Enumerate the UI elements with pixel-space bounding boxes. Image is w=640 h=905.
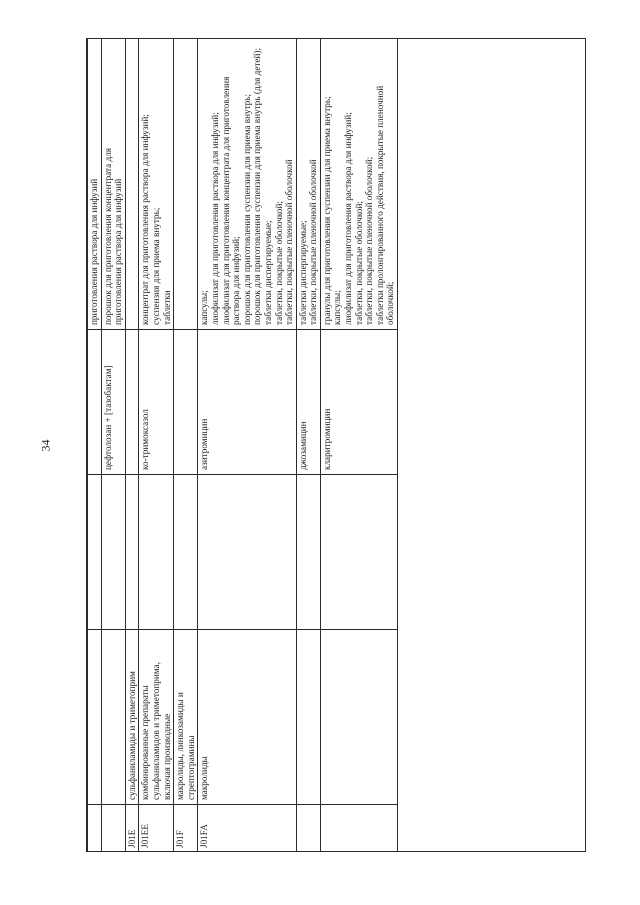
inn-cell — [174, 330, 198, 475]
group-spacer-cell — [174, 475, 198, 630]
dosage-form-line: таблетки диспергируемые; — [262, 220, 273, 325]
drug-list-table-rotated — [87, 39, 586, 852]
table-row — [198, 39, 296, 853]
dosage-forms-cell — [139, 39, 174, 330]
group-spacer-cell — [320, 475, 397, 630]
dosage-forms-cell — [125, 39, 139, 330]
group-spacer-cell — [101, 475, 125, 630]
dosage-form-line: порошок для приготовления концентрата для — [102, 147, 113, 325]
table-row — [320, 39, 397, 853]
dosage-form-line: суспензия для приема внутрь; — [150, 207, 161, 325]
group-spacer-cell — [198, 475, 296, 630]
group-name-cell — [296, 630, 320, 805]
group-name-cell: макролиды, линкозамиды и стрептограмины — [174, 630, 198, 805]
table-row — [88, 39, 102, 853]
dosage-form-line: порошок для приготовления суспензии для приема внутрь; — [241, 93, 252, 325]
atc-code-cell: J01E — [125, 805, 139, 853]
group-name-cell: комбинированные препараты сульфаниламидов и триметоприма, включая производные — [139, 630, 174, 805]
dosage-form-line: приготовления раствора для инфузий — [113, 178, 124, 325]
atc-code-cell: J01FA — [198, 805, 296, 853]
group-name-cell: макролиды — [198, 630, 296, 805]
dosage-form-line: таблетки, покрытые пленочной оболочкой; — [364, 156, 375, 325]
inn-cell: кларитромицин — [320, 330, 397, 475]
dosage-form-line: таблетки, покрытые пленочной оболочкой — [284, 159, 295, 325]
dosage-form-line: лиофилизат для приготовления концентрата для приготовления раствора для инфузий; — [220, 76, 242, 325]
dosage-form-line: лиофилизат для приготовления раствора для инфузий; — [209, 112, 220, 325]
dosage-forms-cell — [320, 39, 397, 330]
inn-cell — [125, 330, 139, 475]
table-row — [125, 39, 139, 853]
dosage-forms-cell — [296, 39, 320, 330]
dosage-form-line: лиофилизат для приготовления раствора для инфузий; — [343, 112, 354, 325]
inn-cell: азитромицин — [198, 330, 296, 475]
table-row — [101, 39, 125, 853]
group-spacer-cell — [125, 475, 139, 630]
atc-code-cell: J01F — [174, 805, 198, 853]
dosage-form-line: таблетки — [161, 290, 172, 325]
atc-code-cell — [101, 805, 125, 853]
table-row — [174, 39, 198, 853]
drug-list-table — [87, 38, 398, 852]
dosage-form-line: капсулы; — [332, 290, 343, 325]
group-name-cell — [320, 630, 397, 805]
dosage-form-line: таблетки, покрытые оболочкой; — [273, 201, 284, 325]
dosage-forms-cell — [101, 39, 125, 330]
dosage-form-line: таблетки пролонгированного действия, покрытые пленочной оболочкой; — [374, 85, 396, 325]
group-name-cell — [88, 630, 102, 805]
dosage-forms-cell — [174, 39, 198, 330]
inn-cell: цефтолозан + [тазобактам] — [101, 330, 125, 475]
dosage-form-line: капсулы; — [199, 290, 210, 325]
inn-cell — [88, 330, 102, 475]
group-spacer-cell — [296, 475, 320, 630]
dosage-form-line: концентрат для приготовления раствора для инфузий; — [140, 114, 151, 325]
atc-code-cell: J01EE — [139, 805, 174, 853]
group-name-cell — [101, 630, 125, 805]
drug-list-table-frame — [86, 38, 586, 852]
page-number: 34 — [38, 439, 53, 451]
dosage-form-line: порошок для приготовления суспензии для приема внутрь (для детей); — [252, 47, 263, 325]
group-name-cell: сульфаниламиды и триметоприм — [125, 630, 139, 805]
group-spacer-cell — [88, 475, 102, 630]
dosage-form-line: гранулы для приготовления суспензии для приема внутрь; — [321, 96, 332, 325]
dosage-forms-cell — [88, 39, 102, 330]
dosage-forms-cell — [198, 39, 296, 330]
inn-cell: ко-тримоксазол — [139, 330, 174, 475]
table-row — [139, 39, 174, 853]
group-spacer-cell — [139, 475, 174, 630]
dosage-form-line: таблетки, покрытые пленочной оболочкой — [308, 159, 319, 325]
dosage-form-line: таблетки, покрытые оболочкой; — [353, 201, 364, 325]
inn-cell: джозамицин — [296, 330, 320, 475]
atc-code-cell — [320, 805, 397, 853]
dosage-form-line: таблетки диспергируемые; — [297, 220, 308, 325]
dosage-form-line: приготовления раствора для инфузий — [89, 178, 99, 325]
atc-code-cell — [296, 805, 320, 853]
table-row — [296, 39, 320, 853]
atc-code-cell — [88, 805, 102, 853]
